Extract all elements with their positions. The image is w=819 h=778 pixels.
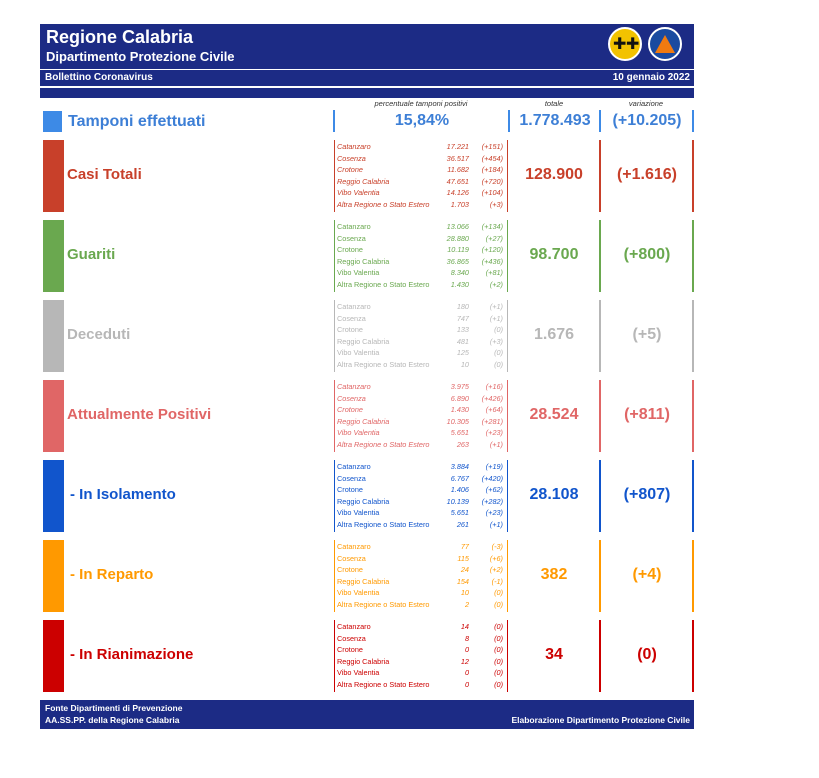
section-block	[40, 620, 696, 692]
section-change: (+807)	[623, 486, 671, 503]
tamponi-total: 1.778.493	[519, 112, 591, 129]
section-color-swatch	[43, 460, 64, 532]
province-name: Cosenza	[337, 633, 366, 643]
total-column-header: totale	[544, 99, 564, 108]
province-row	[337, 221, 507, 233]
province-value: 14.126	[446, 188, 469, 197]
province-name: Cosenza	[337, 313, 366, 323]
province-name: Reggio Calabria	[337, 256, 390, 266]
source-line-1: Fonte Dipartimenti di Prevenzione	[45, 703, 183, 713]
province-name: Catanzaro	[337, 382, 371, 391]
province-name: Altra Regione o Stato Estero	[337, 359, 430, 369]
province-change: (0)	[494, 588, 503, 597]
divider-line	[599, 110, 601, 132]
province-change: (+6)	[489, 553, 503, 563]
section-total: 28.524	[529, 406, 579, 423]
province-name: Crotone	[337, 645, 363, 654]
report-header	[40, 24, 694, 69]
province-name: Vibo Valentia	[337, 588, 380, 597]
province-list	[337, 381, 507, 450]
section-color-swatch	[43, 540, 64, 612]
province-change: (+1)	[489, 439, 503, 449]
province-row	[337, 507, 507, 519]
province-row	[337, 484, 507, 496]
cross-icon: ✚	[626, 36, 640, 53]
province-value: 154	[456, 576, 469, 586]
province-value: 12	[460, 656, 469, 666]
percent-column-header: percentuale tamponi positivi	[374, 99, 468, 108]
province-name: Reggio Calabria	[337, 656, 390, 666]
province-name: Catanzaro	[337, 542, 371, 551]
divider-line	[334, 460, 335, 532]
province-value: 17.221	[446, 142, 469, 151]
province-value: 10.139	[446, 496, 469, 506]
province-change: (+454)	[481, 153, 503, 163]
province-row	[337, 553, 507, 565]
divider-line	[508, 110, 510, 132]
province-change: (+23)	[485, 428, 503, 437]
province-value: 36.865	[446, 256, 469, 266]
province-row	[337, 633, 507, 645]
province-name: Altra Regione o Stato Estero	[337, 279, 430, 289]
province-row	[337, 153, 507, 165]
province-value: 10	[460, 588, 469, 597]
province-change: (+281)	[481, 416, 503, 426]
province-name: Crotone	[337, 565, 363, 574]
province-name: Altra Regione o Stato Estero	[337, 199, 430, 209]
province-value: 5.651	[450, 428, 469, 437]
province-row	[337, 381, 507, 393]
section-change: (+800)	[623, 246, 671, 263]
province-value: 14	[460, 622, 469, 631]
province-value: 8.340	[450, 268, 469, 277]
province-change: (+184)	[481, 165, 503, 174]
province-change: (+2)	[489, 279, 503, 289]
province-value: 24	[460, 565, 469, 574]
province-row	[337, 439, 507, 451]
province-row	[337, 644, 507, 656]
divider-line	[599, 460, 601, 532]
section-change: (+1.616)	[616, 166, 678, 183]
divider-line	[692, 620, 694, 692]
province-change: (+282)	[481, 496, 503, 506]
province-name: Catanzaro	[337, 302, 371, 311]
report-footer	[40, 700, 694, 729]
province-row	[337, 347, 507, 359]
province-value: 3.975	[450, 382, 469, 391]
section-color-swatch	[43, 300, 64, 372]
province-name: Catanzaro	[337, 462, 371, 471]
province-value: 1.430	[450, 279, 469, 289]
province-name: Cosenza	[337, 233, 366, 243]
province-row	[337, 279, 507, 291]
province-row	[337, 461, 507, 473]
province-change: (+720)	[481, 176, 503, 186]
province-value: 10.305	[446, 416, 469, 426]
section-block	[40, 460, 696, 532]
province-name: Altra Regione o Stato Estero	[337, 679, 430, 689]
province-change: (+2)	[489, 565, 503, 574]
province-value: 36.517	[446, 153, 469, 163]
divider-line	[333, 110, 335, 132]
section-title: Casi Totali	[67, 166, 142, 183]
section-change: (+811)	[624, 406, 670, 423]
province-change: (+426)	[481, 393, 503, 403]
province-row	[337, 256, 507, 268]
province-list	[337, 541, 507, 610]
divider-bar	[40, 88, 694, 98]
province-name: Reggio Calabria	[337, 176, 390, 186]
province-change: (+1)	[489, 313, 503, 323]
province-row	[337, 244, 507, 256]
province-row	[337, 587, 507, 599]
province-change: (0)	[494, 679, 503, 689]
province-name: Vibo Valentia	[337, 268, 380, 277]
divider-line	[599, 540, 601, 612]
province-row	[337, 301, 507, 313]
section-color-swatch	[43, 620, 64, 692]
section-title: Deceduti	[67, 326, 131, 343]
province-name: Reggio Calabria	[337, 576, 390, 586]
province-row	[337, 576, 507, 588]
province-value: 6.890	[450, 393, 469, 403]
province-change: (0)	[494, 348, 503, 357]
province-row	[337, 336, 507, 348]
tamponi-color-swatch	[43, 111, 62, 132]
divider-line	[507, 540, 508, 612]
province-value: 0	[464, 645, 469, 654]
province-name: Vibo Valentia	[337, 348, 380, 357]
tamponi-label: Tamponi effettuati	[68, 113, 206, 130]
divider-line	[507, 380, 508, 452]
divider-line	[599, 140, 601, 212]
triangle-icon	[655, 35, 675, 53]
province-row	[337, 199, 507, 211]
province-change: (+1)	[489, 519, 503, 529]
province-name: Vibo Valentia	[337, 508, 380, 517]
protezione-civile-logo-icon	[648, 27, 682, 61]
section-title: Guariti	[67, 246, 116, 263]
province-value: 3.884	[450, 462, 469, 471]
divider-line	[507, 620, 508, 692]
province-value: 10.119	[447, 245, 469, 254]
province-change: (+27)	[485, 233, 503, 243]
province-change: (0)	[494, 325, 503, 334]
section-color-swatch	[43, 220, 64, 292]
province-change: (+134)	[481, 222, 503, 231]
divider-line	[692, 140, 694, 212]
divider-line	[334, 140, 335, 212]
province-change: (0)	[494, 599, 503, 609]
province-name: Reggio Calabria	[337, 496, 390, 506]
province-value: 47.651	[446, 176, 469, 186]
elaboration-credit: Elaborazione Dipartimento Protezione Civile	[511, 715, 690, 725]
province-list	[337, 141, 507, 210]
province-row	[337, 427, 507, 439]
province-value: 481	[456, 336, 469, 346]
section-total: 34	[545, 646, 563, 663]
section-total: 128.900	[525, 166, 583, 183]
province-row	[337, 313, 507, 325]
tamponi-percent: 15,84%	[394, 112, 450, 129]
province-value: 6.767	[450, 473, 469, 483]
province-value: 77	[460, 542, 469, 551]
divider-line	[692, 380, 694, 452]
province-value: 115	[457, 553, 469, 563]
province-row	[337, 404, 507, 416]
province-value: 1.703	[450, 199, 469, 209]
province-name: Vibo Valentia	[337, 668, 380, 677]
province-change: (+19)	[485, 462, 503, 471]
divider-line	[692, 460, 694, 532]
bulletin-bar	[40, 70, 694, 86]
province-change: (0)	[494, 633, 503, 643]
section-total: 28.108	[529, 486, 579, 503]
province-row	[337, 176, 507, 188]
province-row	[337, 679, 507, 691]
section-change: (+4)	[632, 566, 662, 583]
province-row	[337, 519, 507, 531]
province-value: 28.880	[446, 233, 469, 243]
province-row	[337, 621, 507, 633]
province-change: (+81)	[485, 268, 503, 277]
section-block	[40, 140, 696, 212]
divider-line	[507, 140, 508, 212]
province-value: 0	[464, 679, 469, 689]
province-change: (0)	[494, 668, 503, 677]
province-value: 125	[456, 348, 469, 357]
province-name: Vibo Valentia	[337, 428, 380, 437]
divider-line	[334, 540, 335, 612]
department-subtitle: Dipartimento Protezione Civile	[46, 49, 235, 64]
province-change: (+3)	[489, 336, 503, 346]
bulletin-date: 10 gennaio 2022	[612, 72, 690, 83]
divider-line	[334, 300, 335, 372]
province-change: (+120)	[481, 245, 503, 254]
divider-line	[692, 110, 694, 132]
divider-line	[334, 620, 335, 692]
province-change: (+3)	[489, 199, 503, 209]
tamponi-change: (+10.205)	[612, 112, 682, 129]
province-name: Catanzaro	[337, 222, 371, 231]
province-value: 13.066	[446, 222, 469, 231]
province-name: Cosenza	[337, 153, 366, 163]
province-change: (0)	[494, 656, 503, 666]
province-list	[337, 621, 507, 690]
section-title: - In Rianimazione	[70, 646, 194, 663]
province-row	[337, 667, 507, 679]
section-block	[40, 300, 696, 372]
cross-icon: ✚	[613, 36, 627, 53]
province-name: Crotone	[337, 245, 363, 254]
province-value: 10	[460, 359, 469, 369]
change-column-header: variazione	[628, 99, 664, 108]
regione-calabria-logo-icon	[608, 27, 642, 61]
divider-line	[692, 220, 694, 292]
province-list	[337, 221, 507, 290]
province-value: 747	[456, 313, 469, 323]
province-name: Crotone	[337, 485, 363, 494]
region-title: Regione Calabria	[46, 27, 194, 47]
province-row	[337, 393, 507, 405]
section-total: 98.700	[529, 246, 579, 263]
province-change: (+16)	[485, 382, 503, 391]
province-change: (-3)	[491, 542, 503, 551]
province-value: 8	[464, 633, 469, 643]
section-color-swatch	[43, 140, 64, 212]
province-value: 11.682	[447, 165, 469, 174]
divider-line	[507, 220, 508, 292]
province-name: Reggio Calabria	[337, 416, 390, 426]
section-change: (+5)	[632, 326, 662, 343]
province-value: 1.406	[450, 485, 469, 494]
province-change: (+151)	[481, 142, 503, 151]
province-row	[337, 496, 507, 508]
divider-line	[599, 300, 601, 372]
province-name: Altra Regione o Stato Estero	[337, 599, 430, 609]
province-name: Catanzaro	[337, 622, 371, 631]
province-name: Cosenza	[337, 553, 366, 563]
province-change: (0)	[494, 622, 503, 631]
province-name: Altra Regione o Stato Estero	[337, 519, 430, 529]
province-name: Reggio Calabria	[337, 336, 390, 346]
province-row	[337, 564, 507, 576]
section-title: Attualmente Positivi	[67, 406, 212, 423]
province-change: (0)	[494, 359, 503, 369]
province-value: 1.430	[450, 405, 469, 414]
province-value: 261	[456, 519, 469, 529]
divider-line	[599, 220, 601, 292]
province-name: Vibo Valentia	[337, 188, 380, 197]
province-name: Altra Regione o Stato Estero	[337, 439, 430, 449]
province-change: (+1)	[489, 302, 503, 311]
province-value: 2	[464, 599, 469, 609]
province-row	[337, 541, 507, 553]
section-total: 382	[540, 566, 568, 583]
section-color-swatch	[43, 380, 64, 452]
province-row	[337, 164, 507, 176]
province-value: 133	[456, 325, 469, 334]
province-change: (0)	[494, 645, 503, 654]
divider-line	[692, 540, 694, 612]
province-row	[337, 233, 507, 245]
province-row	[337, 324, 507, 336]
province-row	[337, 187, 507, 199]
province-row	[337, 473, 507, 485]
province-row	[337, 416, 507, 428]
divider-line	[334, 220, 335, 292]
province-change: (+436)	[481, 256, 503, 266]
province-change: (-1)	[491, 576, 503, 586]
divider-line	[334, 380, 335, 452]
province-name: Catanzaro	[337, 142, 371, 151]
province-name: Crotone	[337, 405, 363, 414]
divider-line	[507, 460, 508, 532]
section-change: (0)	[637, 646, 657, 663]
province-value: 263	[456, 439, 469, 449]
province-change: (+104)	[481, 188, 503, 197]
section-title: - In Reparto	[70, 566, 154, 583]
province-value: 0	[464, 668, 469, 677]
bulletin-title: Bollettino Coronavirus	[45, 72, 153, 83]
province-change: (+420)	[481, 473, 503, 483]
province-name: Crotone	[337, 325, 363, 334]
province-name: Cosenza	[337, 393, 366, 403]
province-name: Cosenza	[337, 473, 366, 483]
province-list	[337, 461, 507, 530]
province-row	[337, 359, 507, 371]
province-row	[337, 267, 507, 279]
section-total: 1.676	[533, 326, 575, 343]
section-block	[40, 540, 696, 612]
province-value: 5.651	[450, 508, 469, 517]
province-change: (+64)	[485, 405, 503, 414]
province-value: 180	[456, 302, 469, 311]
section-block	[40, 220, 696, 292]
section-block	[40, 380, 696, 452]
province-list	[337, 301, 507, 370]
province-change: (+62)	[485, 485, 503, 494]
divider-line	[507, 300, 508, 372]
province-name: Crotone	[337, 165, 363, 174]
source-line-2: AA.SS.PP. della Regione Calabria	[45, 715, 180, 725]
section-title: - In Isolamento	[70, 486, 176, 503]
province-row	[337, 656, 507, 668]
province-row	[337, 599, 507, 611]
divider-line	[599, 380, 601, 452]
divider-line	[599, 620, 601, 692]
province-change: (+23)	[485, 508, 503, 517]
province-row	[337, 141, 507, 153]
divider-line	[692, 300, 694, 372]
